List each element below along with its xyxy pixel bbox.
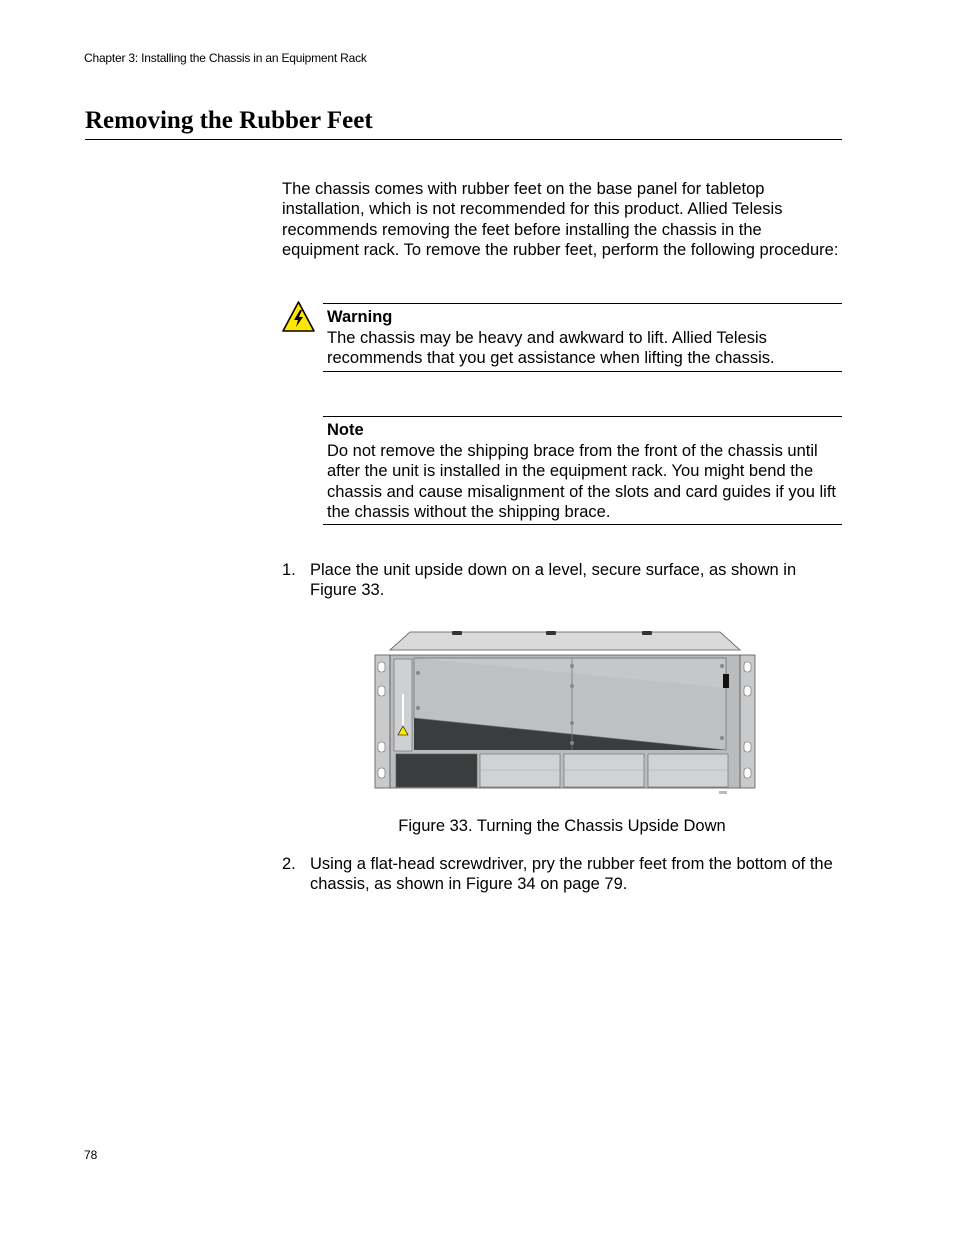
electrical-hazard-icon	[281, 300, 316, 333]
step-number: 2.	[282, 855, 296, 873]
note-text: Do not remove the shipping brace from the front of the chassis until after the unit is installed in the equipment rack. You might bend the chassis and cause misalignment of the slots and card guides if you lift the chassis without the shipping brace.	[327, 442, 837, 521]
procedure-step	[282, 560, 842, 601]
step-number: 1.	[282, 561, 296, 579]
figure-caption: Figure 33. Turning the Chassis Upside Down	[398, 817, 726, 835]
intro-paragraph: The chassis comes with rubber feet on the base panel for tabletop installation, which is not recommended for this product. Allied Telesis recommends removing the feet before installing the chassis in the equipment rack. To remove the rubber feet, perform the following procedure:	[282, 180, 839, 259]
step-text: Using a flat-head screwdriver, pry the rubber feet from the bottom of the chassis, as shown in Figure 34 on page 79.	[310, 855, 833, 894]
warning-text: The chassis may be heavy and awkward to lift. Allied Telesis recommends that you get assistance when lifting the chassis.	[327, 329, 775, 368]
step-text: Place the unit upside down on a level, secure surface, as shown in Figure 33.	[310, 561, 797, 600]
note-box	[323, 416, 842, 525]
upside-down-chassis-illustration	[372, 628, 758, 800]
procedure-step	[282, 854, 842, 895]
running-header: Chapter 3: Installing the Chassis in an Equipment Rack	[84, 51, 367, 65]
note-heading: Note	[327, 421, 364, 439]
warning-heading: Warning	[327, 308, 393, 326]
section-title: Removing the Rubber Feet	[85, 107, 373, 134]
page-number: 78	[84, 1148, 98, 1162]
title-rule	[85, 139, 842, 140]
warning-box	[323, 303, 842, 372]
